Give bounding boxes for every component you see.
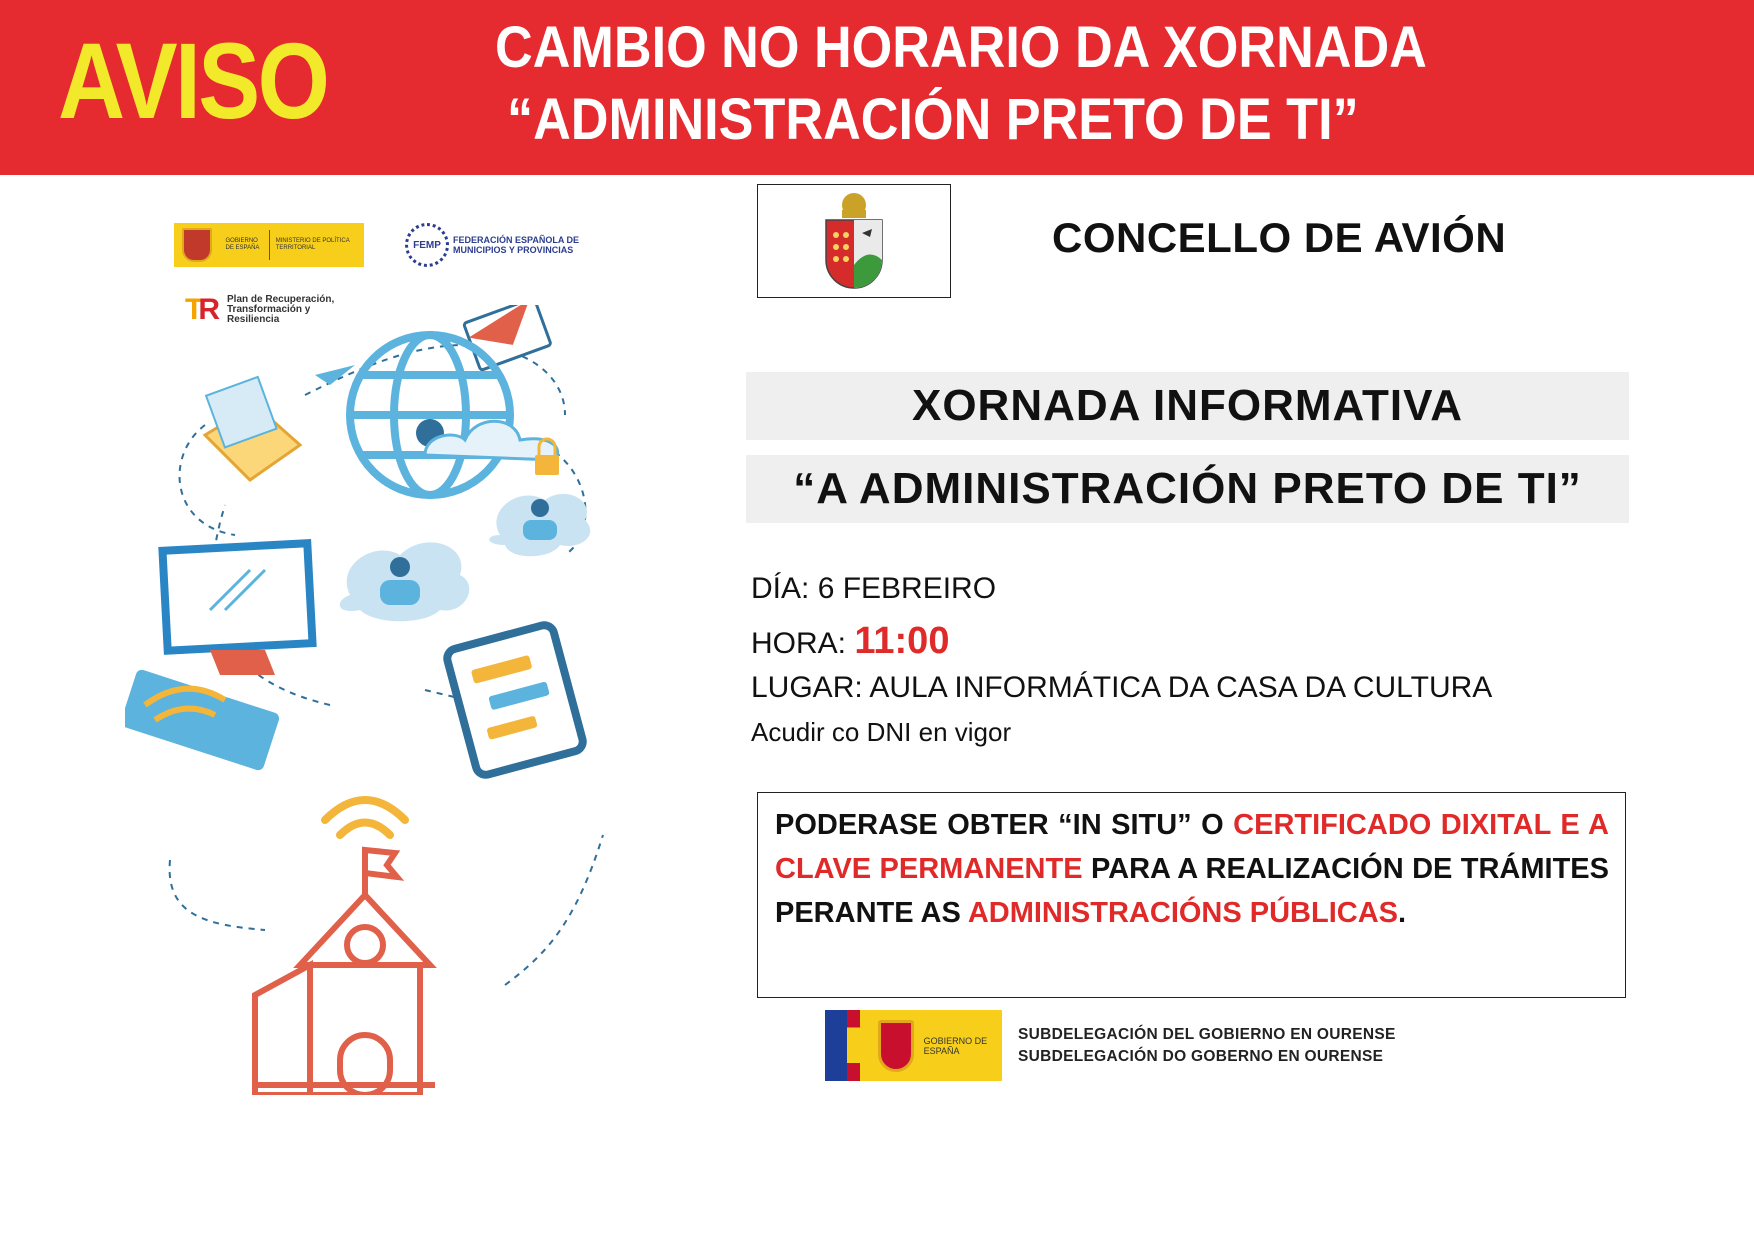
municipal-crest-box — [757, 184, 951, 298]
notice-text-2: PARA A REALIZACIÓN DE TRÁMITES PERANTE AS — [775, 853, 1609, 929]
event-title: XORNADA INFORMATIVA — [746, 372, 1629, 440]
femp-mark: FEMP — [413, 239, 441, 251]
gobierno-espana-text: GOBIERNO DE ESPAÑA — [923, 1036, 988, 1056]
keyboard-icon — [125, 668, 281, 771]
monitor-icon — [162, 543, 312, 675]
notice-text-end: . — [1398, 897, 1407, 929]
subdelegation-spanish: SUBDELEGACIÓN DEL GOBIERNO EN OURENSE — [1018, 1026, 1396, 1043]
event-note: Acudir co DNI en vigor — [751, 717, 1012, 747]
day-label: DÍA: — [751, 572, 818, 605]
open-letter-icon — [205, 377, 300, 480]
digital-administration-illustration — [125, 305, 665, 1095]
place-label: LUGAR: — [751, 671, 870, 704]
notice-highlight-administrations: ADMINISTRACIÓNS PÚBLICAS — [967, 897, 1398, 929]
banner-line-1: CAMBIO NO HORARIO DA XORNADA — [495, 15, 1427, 80]
femp-stars-icon — [405, 223, 449, 267]
spain-flag-icon — [847, 1010, 861, 1081]
notice-highlight-certificate: CERTIFICADO DIXITAL E A CLAVE PERMANENTE — [775, 809, 1609, 885]
eu-flag-icon — [825, 1010, 847, 1081]
hour-label: HORA: — [751, 627, 855, 660]
wifi-icon — [325, 800, 405, 835]
femp-logo — [405, 222, 615, 268]
tablet-icon — [445, 623, 585, 777]
event-place — [751, 671, 1492, 705]
envelope-icon — [464, 305, 552, 370]
event-hour — [751, 620, 949, 663]
coat-of-arms-icon — [758, 185, 952, 299]
event-day — [751, 572, 996, 606]
logo-divider — [269, 230, 270, 260]
notice-text-1: PODERASE OBTER “IN SITU” O — [775, 809, 1234, 841]
subdelegation-galician: SUBDELEGACIÓN DO GOBERNO EN OURENSE — [1018, 1048, 1384, 1065]
spain-shield-icon — [878, 1020, 913, 1072]
event-subtitle: “A ADMINISTRACIÓN PRETO DE TI” — [746, 455, 1629, 523]
town-hall-icon — [255, 850, 435, 1095]
banner-line-2: “ADMINISTRACIÓN PRETO DE TI” — [507, 87, 1359, 152]
prtr-mark-r: R — [198, 293, 215, 326]
municipality-name: CONCELLO DE AVIÓN — [1052, 214, 1507, 261]
user-cloud-small-icon — [489, 494, 590, 556]
prtr-logo-text: Plan de Recuperación, Transformación y Resiliencia — [227, 294, 335, 325]
header-banner — [0, 0, 1754, 175]
hour-value: 11:00 — [854, 620, 950, 662]
notice-box — [757, 792, 1626, 998]
place-value: AULA INFORMÁTICA DA CASA DA CULTURA — [869, 671, 1493, 704]
aviso-title: AVISO — [58, 20, 328, 141]
user-cloud-icon — [340, 542, 470, 621]
gobierno-ministerio-logo — [174, 223, 364, 267]
prtr-mark-t: T — [185, 293, 199, 326]
gobierno-espana-logo — [825, 1010, 1002, 1081]
globe-icon — [350, 335, 510, 495]
day-value: 6 FEBREIRO — [817, 572, 997, 605]
femp-logo-text: FEDERACIÓN ESPAÑOLA DE MUNICIPIOS Y PROVINCIAS — [453, 235, 580, 255]
ministerio-logo-text: MINISTERIO DE POLÍTICA TERRITORIAL — [275, 238, 350, 251]
spain-shield-icon — [182, 228, 212, 262]
gobierno-logo-text: GOBIERNO DE ESPAÑA — [225, 238, 260, 251]
